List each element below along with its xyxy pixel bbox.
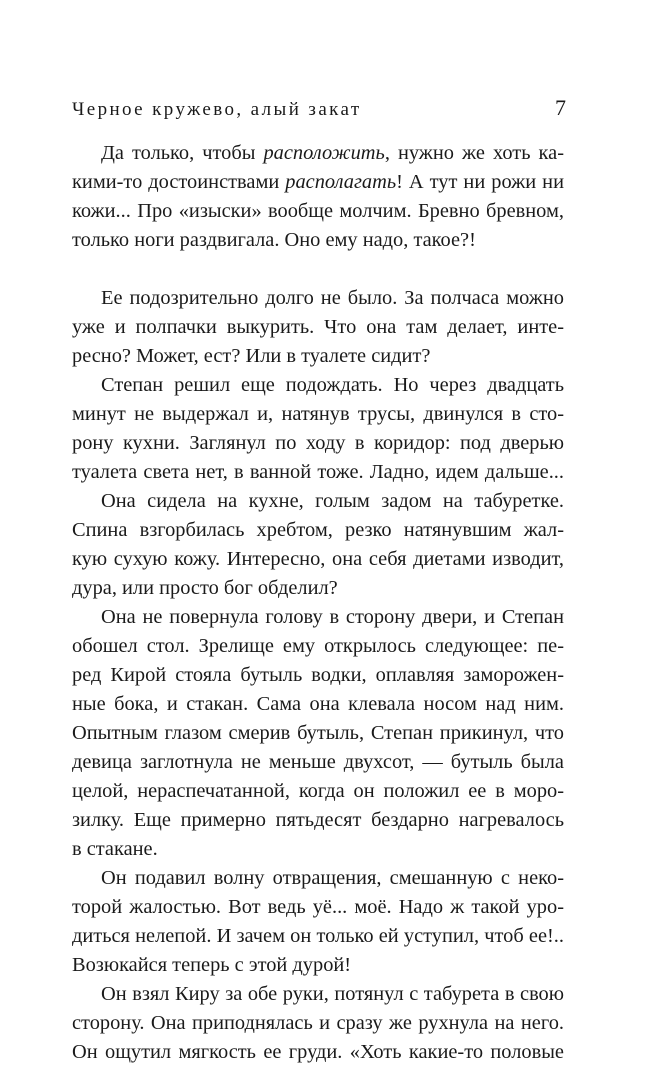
text-line: кую сухую кожу. Интересно, она себя диетами изводит, — [72, 548, 564, 570]
paragraph-4 — [72, 487, 564, 603]
text-line: диться нелепой. И зачем он только ей уступил, чтоб ее!.. — [72, 925, 564, 947]
text-line: Опытным глазом смерив бутыль, Степан прикинул, что — [72, 722, 564, 744]
text-line: Она сидела на кухне, голым задом на табуретке. — [101, 490, 564, 512]
text-line: в стакане. — [72, 838, 158, 860]
text-line: торой жалостью. Вот ведь уё... моё. Надо ж такой уро- — [72, 896, 564, 918]
text-line: ресно? Может, ест? Или в туалете сидит? — [72, 345, 431, 367]
text-line: ные бока, и стакан. Сама она клевала носом над ним. — [72, 693, 564, 715]
text-line: зилку. Еще примерно пятьдесят бездарно нагревалось — [72, 809, 564, 831]
page-number: 7 — [555, 95, 566, 120]
emphasis: расположить — [263, 142, 385, 164]
section-break — [72, 255, 564, 284]
text-line: минут не выдержал и, натянув трусы, двинулся в сто- — [72, 403, 564, 425]
text-line: Степан решил еще подождать. Но через двадцать — [101, 374, 564, 396]
text-line: туалета света нет, в ванной тоже. Ладно, идем дальше... — [72, 461, 564, 483]
paragraph-2 — [72, 284, 564, 371]
text-line: кими-то достоинствами располагать! А тут ни рожи ни — [72, 171, 564, 193]
paragraph-3 — [72, 371, 564, 487]
paragraph-5 — [72, 603, 564, 864]
running-title: Черное кружево, алый закат — [72, 99, 362, 120]
text-line: девица заглотнула не меньше двухсот, — бутыль была — [72, 751, 564, 773]
text-line: только ноги раздвигала. Оно ему надо, такое?! — [72, 229, 476, 251]
text-line: ред Кирой стояла бутыль водки, оплавляя заморожен- — [72, 664, 564, 686]
text-line: рону кухни. Заглянул по ходу в коридор: под дверью — [72, 432, 564, 454]
paragraph-7 — [72, 980, 564, 1067]
text-line: Он ощутил мягкость ее груди. «Хоть какие-то половые — [72, 1041, 564, 1063]
text-line: Ее подозрительно долго не было. За полчаса можно — [101, 287, 564, 309]
paragraph-1 — [72, 139, 564, 255]
text-line: уже и полпачки выкурить. Что она там делает, инте- — [72, 316, 564, 338]
text-line: Возюкайся теперь с этой дурой! — [72, 954, 352, 976]
text-line: дура, или просто бог обделил? — [72, 577, 338, 599]
text-line: Он взял Киру за обе руки, потянул с табурета в свою — [101, 983, 564, 1005]
text-line: Да только, чтобы расположить, нужно же хоть ка- — [101, 142, 564, 164]
text-line: кожи... Про «изыски» вообще молчим. Бревно бревном, — [72, 200, 564, 222]
text-line: Она не повернула голову в сторону двери, и Степан — [101, 606, 564, 628]
body-text — [72, 139, 564, 1067]
emphasis: располагать — [285, 171, 397, 193]
text-line: Спина взгорбилась хребтом, резко натянувшим жал- — [72, 519, 564, 541]
text-line: обошел стол. Зрелище ему открылось следующее: пе- — [72, 635, 564, 657]
paragraph-6 — [72, 864, 564, 980]
text-line: Он подавил волну отвращения, смешанную с неко- — [101, 867, 564, 889]
text-line: целой, нераспечатанной, когда он положил ее в моро- — [72, 780, 564, 802]
text-line: сторону. Она приподнялась и сразу же рухнула на него. — [72, 1012, 564, 1034]
